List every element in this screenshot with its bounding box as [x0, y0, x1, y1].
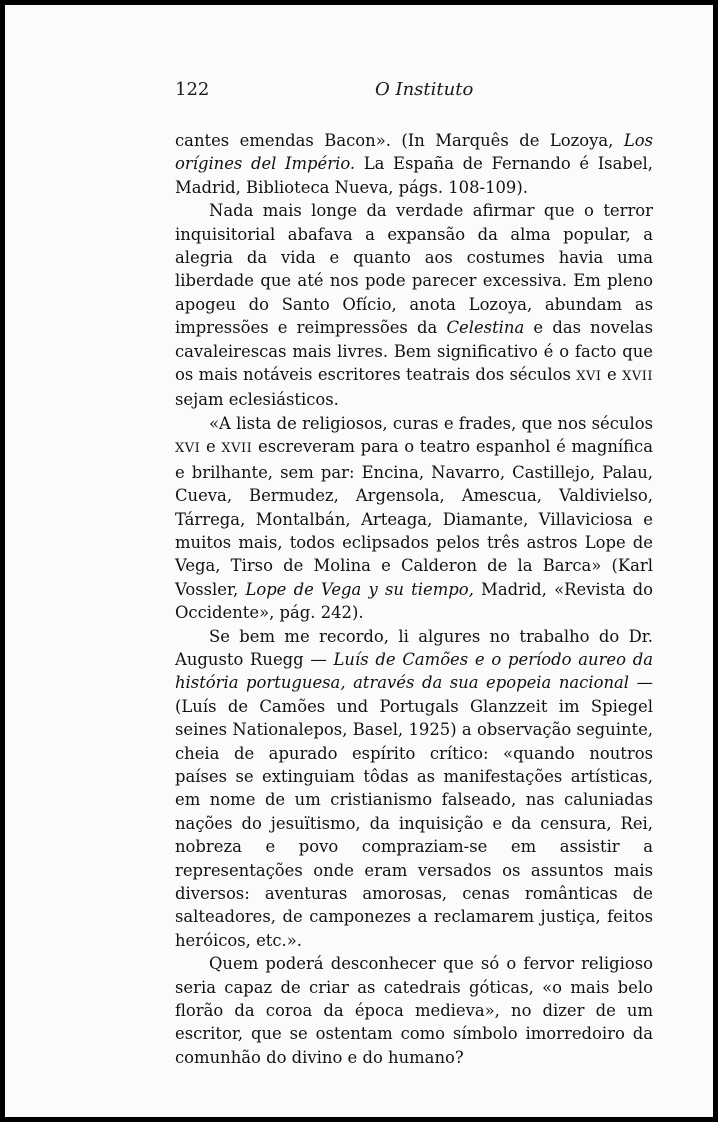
p2-century-16: XVI: [576, 369, 602, 385]
page-number: 122: [175, 79, 210, 100]
p2-book-title: Celestina: [446, 318, 525, 338]
p3-text-a: «A lista de religiosos, curas e frades, que nos séculos: [209, 413, 653, 433]
paragraph-4: [175, 625, 653, 953]
paragraph-1: [175, 129, 653, 199]
p2-century-17: XVII: [622, 369, 653, 385]
p3-text-g: Madrid, «Revista do Occidente», pág. 242).: [175, 579, 654, 623]
p4-text-a: Se bem me recordo, li algures no trabalho do Dr. Augusto Ruegg —: [175, 626, 653, 669]
p2-text-a: Nada mais longe da verdade afirmar que o terror inquisitorial abafava a expansão da alma popular, a alegria da vida e quanto aos costumes havia uma liberdade que até nos pode parecer excessiva. Em pleno apogeu do Santo Ofício, anota Lozoya, abundam as impressões e reimpressões da: [175, 201, 653, 338]
p3-text-c: e: [200, 437, 222, 457]
body-text: [175, 129, 653, 1069]
paragraph-2: [175, 199, 653, 412]
p3-century-16: XVI: [175, 441, 201, 457]
p1-book-title: Los orígines del Império.: [175, 131, 653, 174]
p3-century-17: XVII: [221, 441, 253, 457]
p4-text-c: — (Luís de Camões und Portugals Glanzzeit im Spiegel seines Nationalepos, Basel, 1925) a observação seguinte, cheia de apurado espírito crítico: «quando noutros países se extinguiam tôdas as manifestações artísticas, em nome de um cristianismo falseado, nas caluniadas nações do jesuïtismo, da inquisição e da censura, Rei, nobreza e povo compraziam-se em assistir a representações onde eram versados os assuntos mais diversos: aventuras amorosas, cenas românticas de salteadores, de camponezes a reclamarem justiça, feitos heróicos, etc.».: [175, 673, 653, 950]
book-page: [5, 5, 713, 1117]
p2-text-e: e: [601, 365, 623, 385]
p1-text-a: cantes emendas Bacon». (In Marquês de Lozoya,: [175, 131, 624, 150]
p2-text-g: sejam eclesiásticos.: [175, 390, 339, 410]
running-title: O Instituto: [375, 79, 474, 100]
p3-text-e: escreveram para o teatro espanhol é magnífica e brilhante, sem par: Encina, Navarro, Castillejo, Palau, Cueva, Bermudez, Argensola, Amescua, Valdivielso, Tárrega, Montalbán, Arteaga, Diamante, Villaviciosa e muitos mais, todos eclipsados pelos três astros Lope de Vega, Tirso de Molina e Calderon de la Barca» (Karl Vossler,: [175, 437, 654, 599]
paragraph-5: [175, 952, 653, 1069]
p3-book-title: Lope de Vega y su tiempo,: [245, 579, 474, 599]
p1-text-c: La España de Fernando é Isabel, Madrid, Biblioteca Nueva, págs. 108-109).: [175, 154, 653, 197]
page-header: [175, 79, 653, 103]
p2-text-c: e das novelas cavaleirescas mais livres. Bem significativo é o facto que os mais notáveis escritores teatrais dos séculos: [175, 318, 653, 385]
p4-book-title: Luís de Camões e o período aureo da história portuguesa, através da sua epopeia nacional: [175, 649, 653, 693]
p5-text-a: Quem poderá desconhecer que só o fervor religioso seria capaz de criar as catedrais góticas, «o mais belo florão da coroa da época medieva», no dizer de um escritor, que se ostentam como símbolo imorredoiro da comunhão do divino e do humano?: [175, 954, 653, 1067]
paragraph-3: [175, 412, 653, 625]
